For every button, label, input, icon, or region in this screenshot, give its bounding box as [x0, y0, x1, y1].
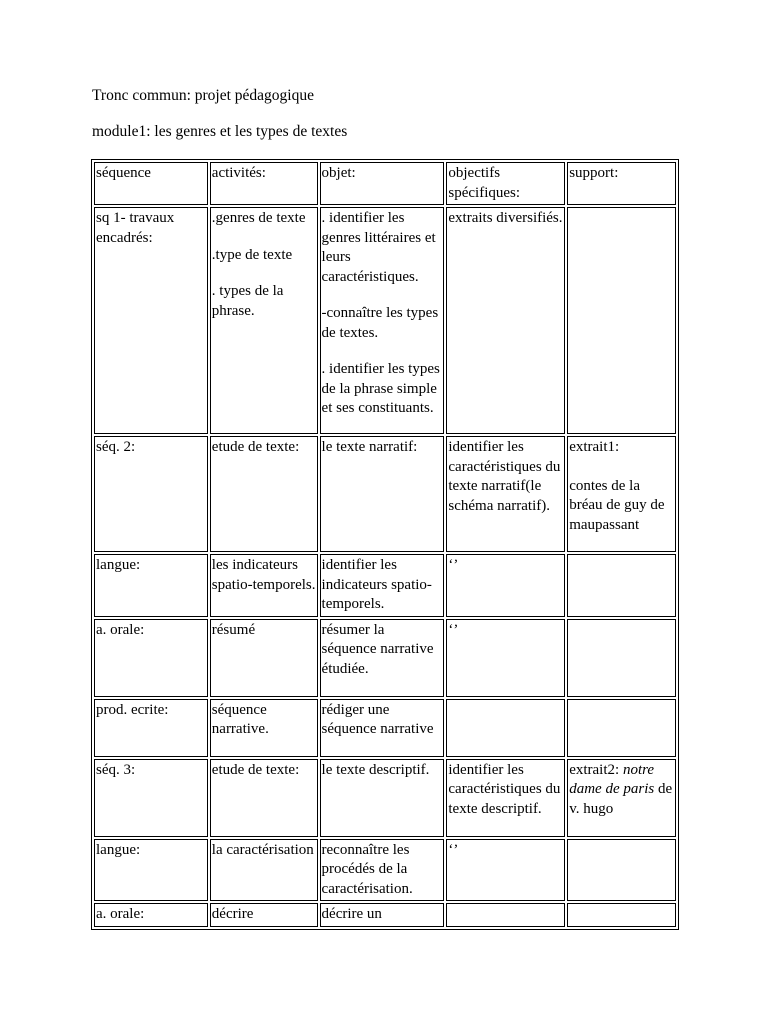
table-row [94, 759, 676, 837]
table-row [94, 839, 676, 902]
cell-support [567, 699, 676, 757]
cell-objectifs: identifier les caractéristiques du texte descriptif. [446, 759, 565, 837]
cell-objet: résumer la séquence narrative étudiée. [320, 619, 445, 697]
cell-support [567, 619, 676, 697]
cell-objectifs: ‘’ [446, 619, 565, 697]
activity-item: .type de texte [211, 246, 293, 263]
cell-objet: reconnaître les procédés de la caractérisation. [320, 839, 445, 902]
activity-item: . types de la phrase. [211, 283, 284, 319]
support-prefix: extrait2: [569, 761, 623, 778]
support-suffix: de v. hugo [569, 781, 673, 817]
cell-objet: décrire un [320, 903, 445, 927]
header-support: support: [567, 162, 676, 205]
table-row [94, 207, 676, 434]
cell-activites: décrire [210, 903, 318, 927]
cell-objectifs: extraits diversifiés. [446, 207, 565, 434]
module-title: module1: les genres et les types de textes [92, 123, 348, 140]
header-objet: objet: [320, 162, 445, 205]
cell-objectifs: identifier les caractéristiques du texte narratif(le schéma narratif). [446, 436, 565, 552]
cell-activites: les indicateurs spatio-temporels. [210, 554, 318, 617]
page-title: Tronc commun: projet pédagogique [92, 87, 314, 104]
table-row [94, 699, 676, 757]
cell-support [567, 207, 676, 434]
cell-sequence: séq. 3: [94, 759, 208, 837]
table-header-row [94, 162, 676, 205]
cell-support [567, 839, 676, 902]
cell-objet: le texte narratif: [320, 436, 445, 552]
cell-activites: séquence narrative. [210, 699, 318, 757]
cell-activites: etude de texte: [210, 436, 318, 552]
support-item: contes de la bréau de guy de maupassant [569, 477, 665, 533]
cell-support [567, 759, 676, 837]
cell-objet: le texte descriptif. [320, 759, 445, 837]
cell-support [567, 903, 676, 927]
cell-objectifs [446, 699, 565, 757]
cell-sequence: langue: [94, 839, 208, 902]
table-row [94, 436, 676, 552]
support-title: notre dame de paris [569, 761, 655, 797]
cell-objectifs: ‘’ [446, 554, 565, 617]
table-row [94, 619, 676, 697]
cell-sequence: sq 1- travaux encadrés: [94, 207, 208, 434]
cell-activites [210, 207, 318, 434]
objet-item: . identifier les types de la phrase simple et ses constituants. [321, 361, 440, 416]
cell-activites: la caractérisation [210, 839, 318, 902]
cell-sequence: a. orale: [94, 619, 208, 697]
objet-item: -connaître les types de textes. [321, 305, 439, 341]
header-activites: activités: [210, 162, 318, 205]
table-row [94, 554, 676, 617]
cell-objet: rédiger une séquence narrative [320, 699, 445, 757]
cell-support [567, 436, 676, 552]
objet-item: . identifier les genres littéraires et leurs caractéristiques. [321, 210, 436, 285]
table-row [94, 903, 676, 927]
cell-support [567, 554, 676, 617]
cell-sequence: a. orale: [94, 903, 208, 927]
cell-sequence: prod. ecrite: [94, 699, 208, 757]
cell-objet [320, 207, 445, 434]
cell-activites: résumé [210, 619, 318, 697]
header-sequence: séquence [94, 162, 208, 205]
cell-objet: identifier les indicateurs spatio-temporels. [320, 554, 445, 617]
cell-sequence: séq. 2: [94, 436, 208, 552]
cell-activites: etude de texte: [210, 759, 318, 837]
cell-objectifs: ‘’ [446, 839, 565, 902]
activity-item: .genres de texte [211, 210, 306, 226]
support-item: extrait1: [569, 439, 620, 455]
header-objectifs: objectifs spécifiques: [446, 162, 565, 205]
pedagogical-table [91, 159, 679, 930]
cell-objectifs [446, 903, 565, 927]
cell-sequence: langue: [94, 554, 208, 617]
